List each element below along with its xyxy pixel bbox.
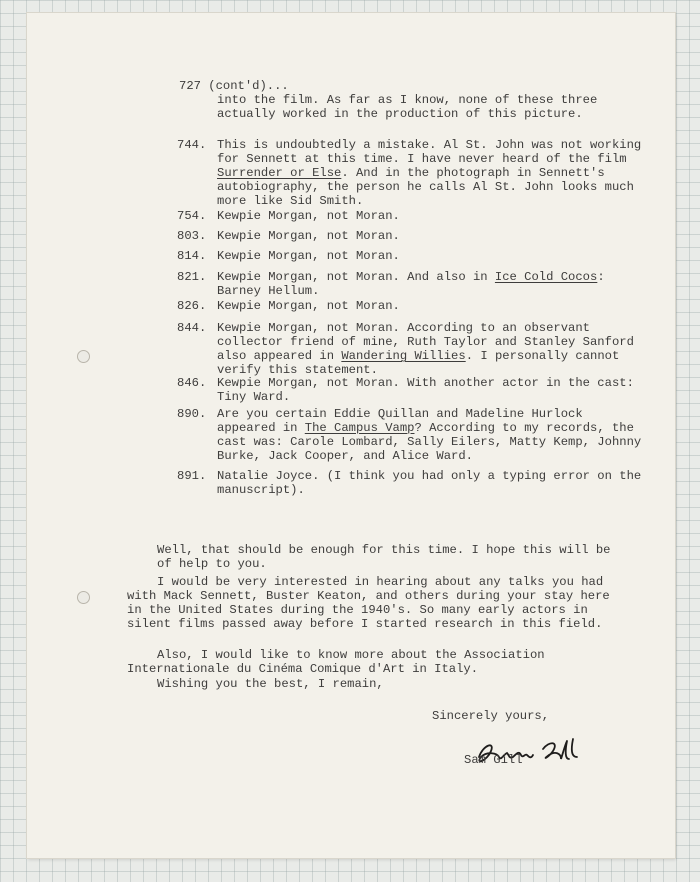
note-text-segment: : Barney Hellum. [217, 270, 605, 298]
note-text-segment: Natalie Joyce. (I think you had only a typing error on the manuscript). [217, 469, 642, 497]
note-number: 803. [177, 229, 207, 243]
note-text-segment: This is undoubtedly a mistake. Al St. John was not working for Sennett at this time. I have never heard of the film [217, 138, 642, 166]
note-number: 890. [177, 407, 207, 421]
note-text [217, 270, 647, 298]
letter-page [27, 13, 675, 858]
note-text-segment: ? According to my records, the cast was: Carole Lombard, Sally Eilers, Matty Kemp, Johnny Burke, Jack Cooper, and Alice Ward. [217, 421, 642, 463]
note-text [217, 299, 647, 313]
note-text-segment: Kewpie Morgan, not Moran. [217, 209, 400, 223]
note-text-segment: Kewpie Morgan, not Moran. [217, 299, 400, 313]
note-text-segment: Kewpie Morgan, not Moran. And also in [217, 270, 495, 284]
note-text [217, 407, 647, 463]
note-number: 744. [177, 138, 207, 152]
paragraph-closing-1: Well, that should be enough for this time. I hope this will be of help to you. [157, 543, 611, 571]
note-text [217, 229, 647, 243]
film-title: Surrender or Else [217, 166, 342, 180]
note-number: 814. [177, 249, 207, 263]
note-text-segment: Kewpie Morgan, not Moran. [217, 249, 400, 263]
note-text [217, 321, 647, 377]
note-text-segment: Kewpie Morgan, not Moran. With another actor in the cast: Tiny Ward. [217, 376, 634, 404]
continuation-header: 727 (cont'd)... [179, 79, 289, 93]
note-number: 846. [177, 376, 207, 390]
note-text-segment: . I personally cannot verify this statement. [217, 349, 620, 377]
note-number: 754. [177, 209, 207, 223]
note-text [217, 209, 647, 223]
note-text [217, 469, 647, 497]
note-text-segment: Kewpie Morgan, not Moran. [217, 229, 400, 243]
note-text-segment: Are you certain Eddie Quillan and Madeline Hurlock appeared in [217, 407, 583, 435]
closing-salutation: Sincerely yours, [432, 709, 550, 723]
film-title: Wandering Willies [341, 349, 466, 363]
letter-body [27, 13, 675, 858]
paragraph-wishing: Wishing you the best, I remain, [157, 677, 384, 691]
note-text-segment: . And in the photograph in Sennett's autobiography, the person he calls Al St. John looks much more like Sid Smith. [217, 166, 634, 208]
typed-name: Sam Gill [464, 753, 523, 767]
note-number: 891. [177, 469, 207, 483]
note-text [217, 376, 647, 404]
note-text [217, 138, 647, 208]
note-text-segment: Kewpie Morgan, not Moran. According to an observant collector friend of mine, Ruth Taylor and Stanley Sanford also appeared in [217, 321, 634, 363]
film-title: Ice Cold Cocos [494, 270, 598, 284]
paragraph-request: I would be very interested in hearing about any talks you had with Mack Sennett, Buster Keaton, and others during your stay here in the United States during the 1940's. So many early actors in silent films passed away before I started research in this field. [127, 575, 610, 631]
continuation-text: into the film. As far as I know, none of these three actually worked in the production of this picture. [217, 93, 598, 121]
film-title: The Campus Vamp [304, 421, 415, 435]
note-number: 821. [177, 270, 207, 284]
note-number: 844. [177, 321, 207, 335]
note-number: 826. [177, 299, 207, 313]
paragraph-association: Also, I would like to know more about the Association Internationale du Cinéma Comique d'Art in Italy. [127, 648, 545, 676]
note-text [217, 249, 647, 263]
